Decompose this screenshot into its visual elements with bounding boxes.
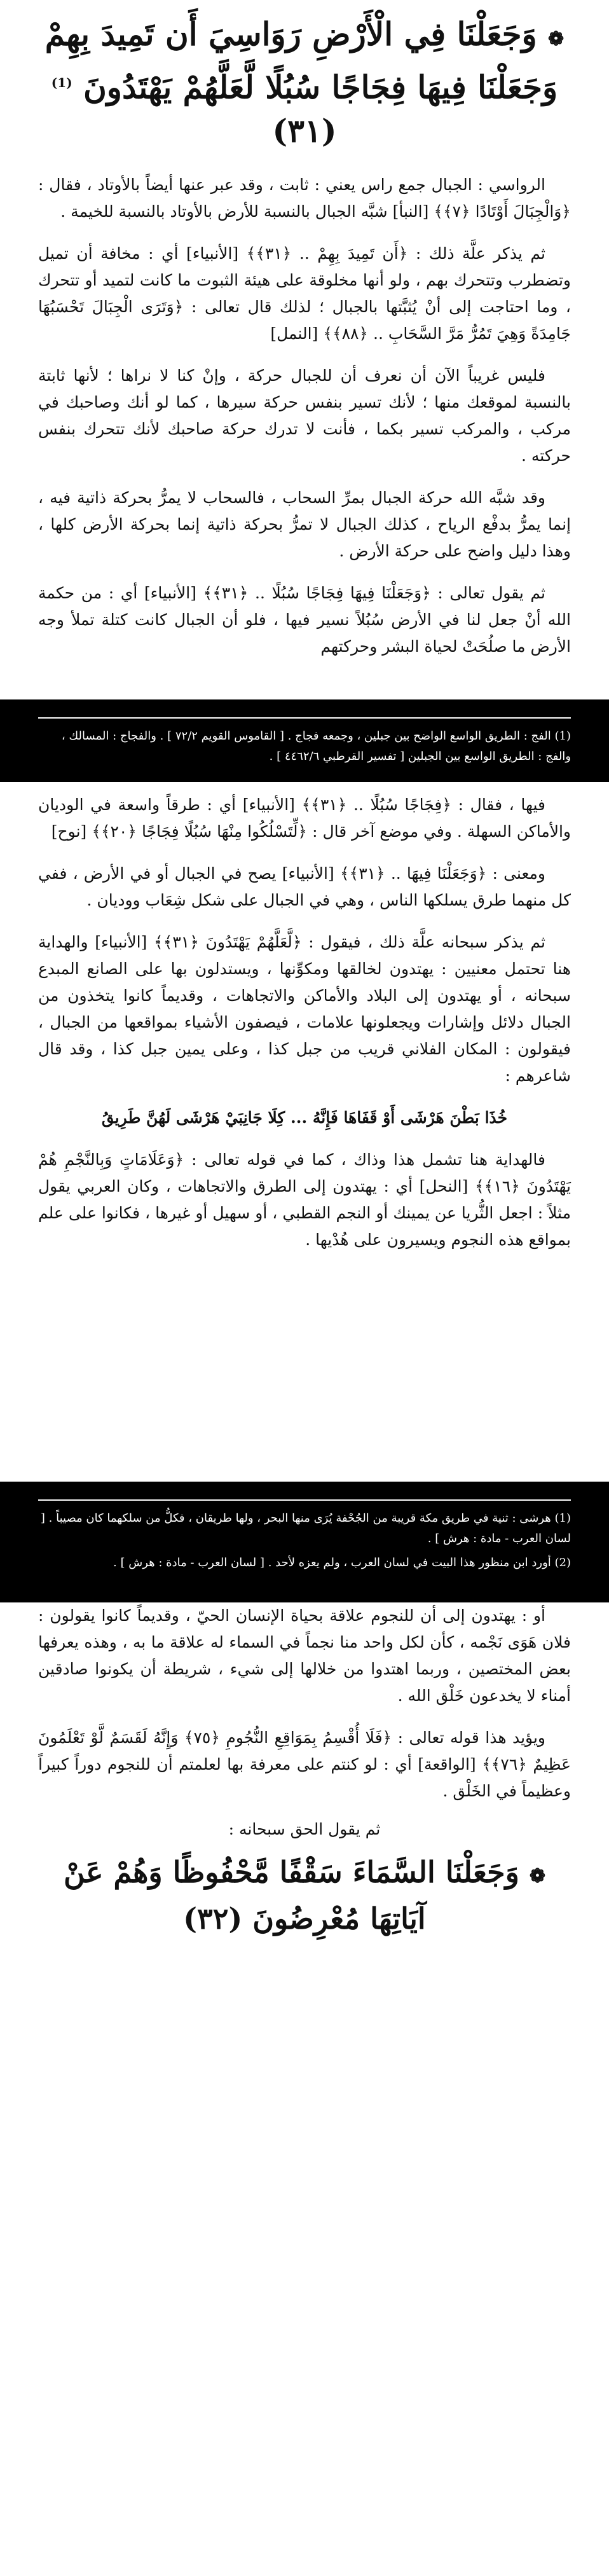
paragraph: ثم يذكر علَّة ذلك : ﴿أَن تَمِيدَ بِهِمْ .. ﴿٣١﴾﴾ [الأنبياء] أي : مخافة أن تميل وتضطرب وتتحرك بهم ، ولو أنها مخلوقة على هيئة الثبوت ما كانت لتميد أو تتحرك ، وما احتاجت إلى أنْ يُثبَّتها بالجبال ؛ لذلك قال تعالى : ﴿وَتَرَى الْجِبَالَ تَحْسَبُهَا جَامِدَةً وَهِيَ تَمُرُّ مَرَّ السَّحَابِ .. ﴿٨٨﴾﴾ [النمل]: [38, 244, 571, 343]
verse-number: (٣٢): [183, 1901, 243, 1936]
verse-number: (٣١): [272, 111, 337, 149]
body-text: [38, 792, 571, 1253]
verse-footer: [38, 1851, 571, 1939]
poetry-line: خُذَا بَطْنَ هَرْشَى أَوْ قَفَاهَا فَإِنَّهُ ... كِلَا جَانِبَيْ هَرْشَى لَهُنَّ طَرِيقُ: [101, 1108, 508, 1127]
paragraph: فيها ، فقال : ﴿فِجَاجًا سُبُلًا .. ﴿٣١﴾﴾ [الأنبياء] أي : طرقاً واسعة في الوديان والأماكن السهلة . وفي موضع آخر قال : ﴿لِّتَسْلُكُوا مِنْهَا سُبُلًا فِجَاجًا ﴿٢٠﴾﴾ [نوح]: [38, 796, 571, 841]
paragraph: فليس غريباً الآن أن نعرف أن للجبال حركة ، وإنْ كنا لا نراها ؛ لأنها ثابتة بالنسبة لموقعك منها ؛ لأنك تسير بنفس حركة سيرها ، كما لو أنك وصاحبك في مركب ، والمركب تسير بكما ، فأنت لا تدرك حركة صاحبك لأنك تتحرك بنفس حركته .: [38, 366, 571, 465]
footnote: (1) هرشى : ثنية في طريق مكة قريبة من الجُحْفة يُرَى منها البحر ، ولها طريقان ، فكلُّ من سلكهما كان مصيباً . [ لسان العرب - مادة : هرش ] .: [40, 1512, 571, 1545]
paragraph: أو : يهتدون إلى أن للنجوم علاقة بحياة الإنسان الحيّ ، وقديماً كانوا يقولون : فلان هَوَى نَجْمه ، كأن لكل واحد منا نجماً في السماء له علاقة ما به ، وهذه يعرفها بعض المختصين ، وربما اهتدوا من خلالها إلى شيء ، شريطة أن يكونوا صادقين أمناء لا يخدعون خَلْق الله .: [38, 1606, 571, 1705]
paragraph: الرواسي : الجبال جمع راس يعني : ثابت ، وقد عبر عنها أيضاً بالأوتاد ، فقال : ﴿وَالْجِبَالَ أَوْتَادًا ﴿٧﴾﴾ [النبأ] شبَّه الجبال بالنسبة للأرض بالأوتاد بالنسبة للخيمة .: [38, 175, 571, 221]
page-1: [38, 0, 571, 675]
footnote-box: [0, 699, 609, 782]
footnote-box: [0, 1482, 609, 1602]
footnote: (2) أورد ابن منظور هذا البيت في لسان العرب ، ولم يعزه لأحد . [ لسان العرب - مادة : هرش ] .: [113, 1556, 571, 1569]
paragraph: ويؤيد هذا قوله تعالى : ﴿فَلَا أُقْسِمُ بِمَوَاقِعِ النُّجُومِ ﴿٧٥﴾ وَإِنَّهُ لَقَسَمٌ لَّوْ تَعْلَمُونَ عَظِيمٌ ﴿٧٦﴾﴾ [الواقعة] أي : لو كنتم على معرفة بها لعلمتم أن للنجوم دوراً كبيراً وعظيماً في الخَلْق .: [38, 1728, 571, 1800]
verse-text: وَجَعَلْنَا السَّمَاءَ سَقْفًا مَّحْفُوظًا وَهُمْ عَنْ آيَاتِهَا مُعْرِضُونَ: [64, 1855, 519, 1936]
verse-heading: [38, 13, 571, 153]
body-text: [38, 1602, 571, 1805]
page-2: [38, 792, 571, 1269]
paragraph: ثم يذكر سبحانه علَّة ذلك ، فيقول : ﴿لَّعَلَّهُمْ يَهْتَدُونَ ﴿٣١﴾﴾ [الأنبياء] والهداية هنا تحتمل معنيين : يهتدون لخالقها ومكوِّنها ، ويستدلون بها على الصانع المبدع سبحانه ، أو يهتدون إلى البلاد والأماكن والاتجاهات ، وقديماً كانوا يتخذون من الجبال دلائل وإشارات ويجعلونها علامات ، فيصفون الأشياء بمواقعها من الجبال ، فيقولون : المكان الفلاني قريب من جبل كذا ، وعلى يمين جبل كذا ، وقد قال شاعرهم :: [38, 933, 571, 1085]
footnote: (1) الفج : الطريق الواسع الواضح بين جبلين ، وجمعه فجاج . [ القاموس القويم ٧٢/٢ ] . والفجاج : المسالك ، والفج : الطريق الواسع بين الجبلين [ تفسير القرطبي ٤٤٦٢/٦ ] .: [61, 729, 571, 763]
verse-text: وَجَعَلْنَا فِي الْأَرْضِ رَوَاسِيَ أَن تَمِيدَ بِهِمْ وَجَعَلْنَا فِيهَا فِجَاجًا سُبُلًا لَّعَلَّهُمْ يَهْتَدُونَ: [44, 15, 558, 106]
body-text: [38, 172, 571, 660]
ornament-icon: ❁: [548, 28, 565, 50]
footnote-marker: (1): [51, 75, 72, 90]
paragraph: وقد شبَّه الله حركة الجبال بمرِّ السحاب ، فالسحاب لا يمرُّ بحركة ذاتية فيه ، إنما يمرُّ بدفْع الرياح ، كذلك الجبال لا تمرُّ بحركة ذاتية إنما بحركة الأرض كلها ، وهذا دليل واضح على حركة الأرض .: [38, 488, 571, 560]
paragraph: فالهداية هنا تشمل هذا وذاك ، كما في قوله تعالى : ﴿وَعَلَامَاتٍ وَبِالنَّجْمِ هُمْ يَهْتَدُونَ ﴿١٦﴾﴾ [النحل] أي : يهتدون إلى الطرق والاتجاهات ، وكان العربي يقول مثلاً : اجعل الثُّريا عن يمينك أو النجم القطبي ، أو سهيل أو غيرها ، فكانوا على علم بمواقع هذه النجوم ويسيرون على هُدْيها .: [38, 1150, 571, 1249]
paragraph: ومعنى : ﴿وَجَعَلْنَا فِيهَا .. ﴿٣١﴾﴾ [الأنبياء] يصح في الجبال أو في الأرض ، ففي كل منهما طرق يسلكها الناس ، وهي في الجبال على شكل شِعَاب ووديان .: [38, 864, 571, 909]
page-3: [38, 1602, 571, 1939]
paragraph: ثم يقول تعالى : ﴿وَجَعَلْنَا فِيهَا فِجَاجًا سُبُلًا .. ﴿٣١﴾﴾ [الأنبياء] أي : من حكمة الله أنْ جعل لنا في الأرض سُبُلاً نسير فيها ، فلو أن الجبال كانت كتلة تملأ وجه الأرض ما صلُحَتْ لحياة البشر وحركتهم: [38, 583, 571, 656]
closing-line: ثم يقول الحق سبحانه :: [228, 1820, 381, 1838]
ornament-icon: ❁: [529, 1865, 545, 1887]
